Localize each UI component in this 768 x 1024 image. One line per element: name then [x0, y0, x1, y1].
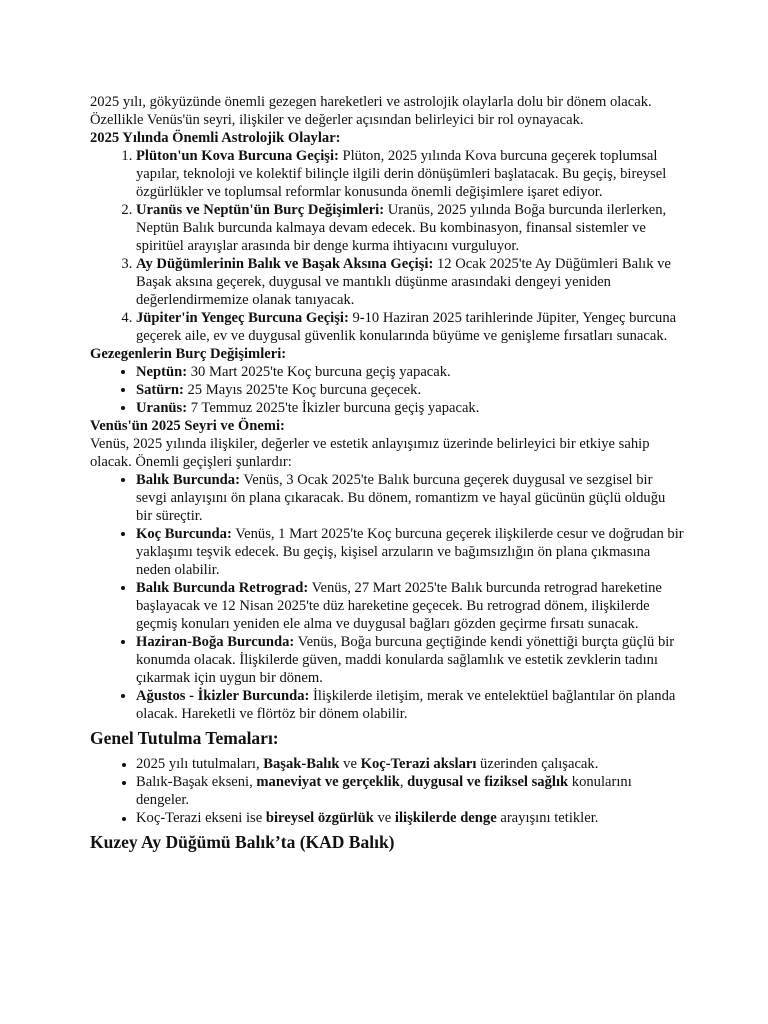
intro-paragraph — [90, 93, 685, 129]
venus-heading: Venüs'ün 2025 Seyri ve Önemi: — [90, 418, 285, 434]
venus-list — [90, 471, 685, 723]
venus-intro: Venüs, 2025 yılında ilişkiler, değerler ve estetik anlayışımız üzerinde belirleyici bir etkiye sahip olacak. Önemli geçişleri şunlardır: — [90, 436, 650, 470]
eclipse-heading: Genel Tutulma Temaları: — [90, 728, 279, 748]
events-heading: 2025 Yılında Önemli Astrolojik Olaylar: — [90, 130, 341, 146]
list-item: • Neptün: 30 Mart 2025'te Koç burcuna geçiş yapacak. — [136, 363, 685, 381]
list-item: 1. Plüton'un Kova Burcuna Geçişi: Plüton, 2025 yılında Kova burcuna geçerek toplumsal yapılar, teknoloji ve kolektif bilinçle ilgili derin dönüşümleri başlatacak. Bu geçiş, bireysel özgürlükler ve toplumsal reformlar konusunda önemli değişimlere işaret ediyor. — [136, 147, 685, 201]
planets-heading: Gezegenlerin Burç Değişimleri: — [90, 346, 287, 362]
list-item: • Satürn: 25 Mayıs 2025'te Koç burcuna geçecek. — [136, 381, 685, 399]
list-item: • Uranüs: 7 Temmuz 2025'te İkizler burcuna geçiş yapacak. — [136, 399, 685, 417]
list-item: • Koç-Terazi ekseni ise bireysel özgürlük ve ilişkilerde denge arayışını tetikler. — [136, 809, 685, 827]
events-list — [90, 147, 685, 345]
list-item: 2. Uranüs ve Neptün'ün Burç Değişimleri: Uranüs, 2025 yılında Boğa burcunda ilerlerken, Neptün Balık burcunda kalmaya devam edecek. Bu kombinasyon, finansal sistemler ve spiritüel arayışlar arasında bir denge kurma ihtiyacını vurguluyor. — [136, 201, 685, 255]
planets-list — [90, 363, 685, 417]
list-item: • 2025 yılı tutulmaları, Başak-Balık ve Koç-Terazi aksları üzerinden çalışacak. — [136, 755, 685, 773]
intro-line-2: Özellikle Venüs'ün seyri, ilişkiler ve değerler açısından belirleyici bir rol oynayacak. — [90, 112, 584, 128]
list-item: 3. Ay Düğümlerinin Balık ve Başak Aksına Geçişi: 12 Ocak 2025'te Ay Düğümleri Balık ve Başak aksına geçerek, duygusal ve mantıklı düşünme arasındaki dengeyi yeniden değerlendirmemize olanak tanıyacak. — [136, 255, 685, 309]
list-item: • Balık-Başak ekseni, maneviyat ve gerçeklik, duygusal ve fiziksel sağlık konularını dengeler. — [136, 773, 685, 809]
list-item: 4. Jüpiter'in Yengeç Burcuna Geçişi: 9-10 Haziran 2025 tarihlerinde Jüpiter, Yengeç burcuna geçerek aile, ev ve duygusal güvenlik konularında büyüme ve genişleme fırsatları sunacak. — [136, 309, 685, 345]
list-item: • Koç Burcunda: Venüs, 1 Mart 2025'te Koç burcuna geçerek ilişkilerde cesur ve doğrudan bir yaklaşımı teşvik edecek. Bu geçiş, kişisel arzuların ve bağımsızlığın ön plana çıkmasına neden olabilir. — [136, 525, 685, 579]
intro-line-1: 2025 yılı, gökyüzünde önemli gezegen hareketleri ve astrolojik olaylarla dolu bir dönem olacak. — [90, 94, 652, 110]
north-node-heading: Kuzey Ay Düğümü Balık’ta (KAD Balık) — [90, 832, 395, 852]
list-item: • Balık Burcunda: Venüs, 3 Ocak 2025'te Balık burcuna geçerek duygusal ve sezgisel bir sevgi anlayışını ön plana çıkaracak. Bu dönem, romantizm ve hayal gücünün güçlü olduğu bir süreçtir. — [136, 471, 685, 525]
list-item: • Ağustos - İkizler Burcunda: İlişkilerde iletişim, merak ve entelektüel bağlantılar ön planda olacak. Hareketli ve flörtöz bir dönem olabilir. — [136, 687, 685, 723]
list-item: • Haziran-Boğa Burcunda: Venüs, Boğa burcuna geçtiğinde kendi yönettiği burçta güçlü bir konumda olacak. İlişkilerde güven, maddi konularda sağlamlık ve estetik zevklerin tadını çıkarmak için uygun bir dönem. — [136, 633, 685, 687]
list-item: • Balık Burcunda Retrograd: Venüs, 27 Mart 2025'te Balık burcunda retrograd hareketine başlayacak ve 12 Nisan 2025'te düz hareketine geçecek. Bu retrograd dönem, ilişkilerde geçmiş konuları yeniden ele alma ve duygusal bağları gözden geçirme fırsatı sunacak. — [136, 579, 685, 633]
document-body — [90, 93, 685, 859]
eclipse-list — [90, 755, 685, 827]
